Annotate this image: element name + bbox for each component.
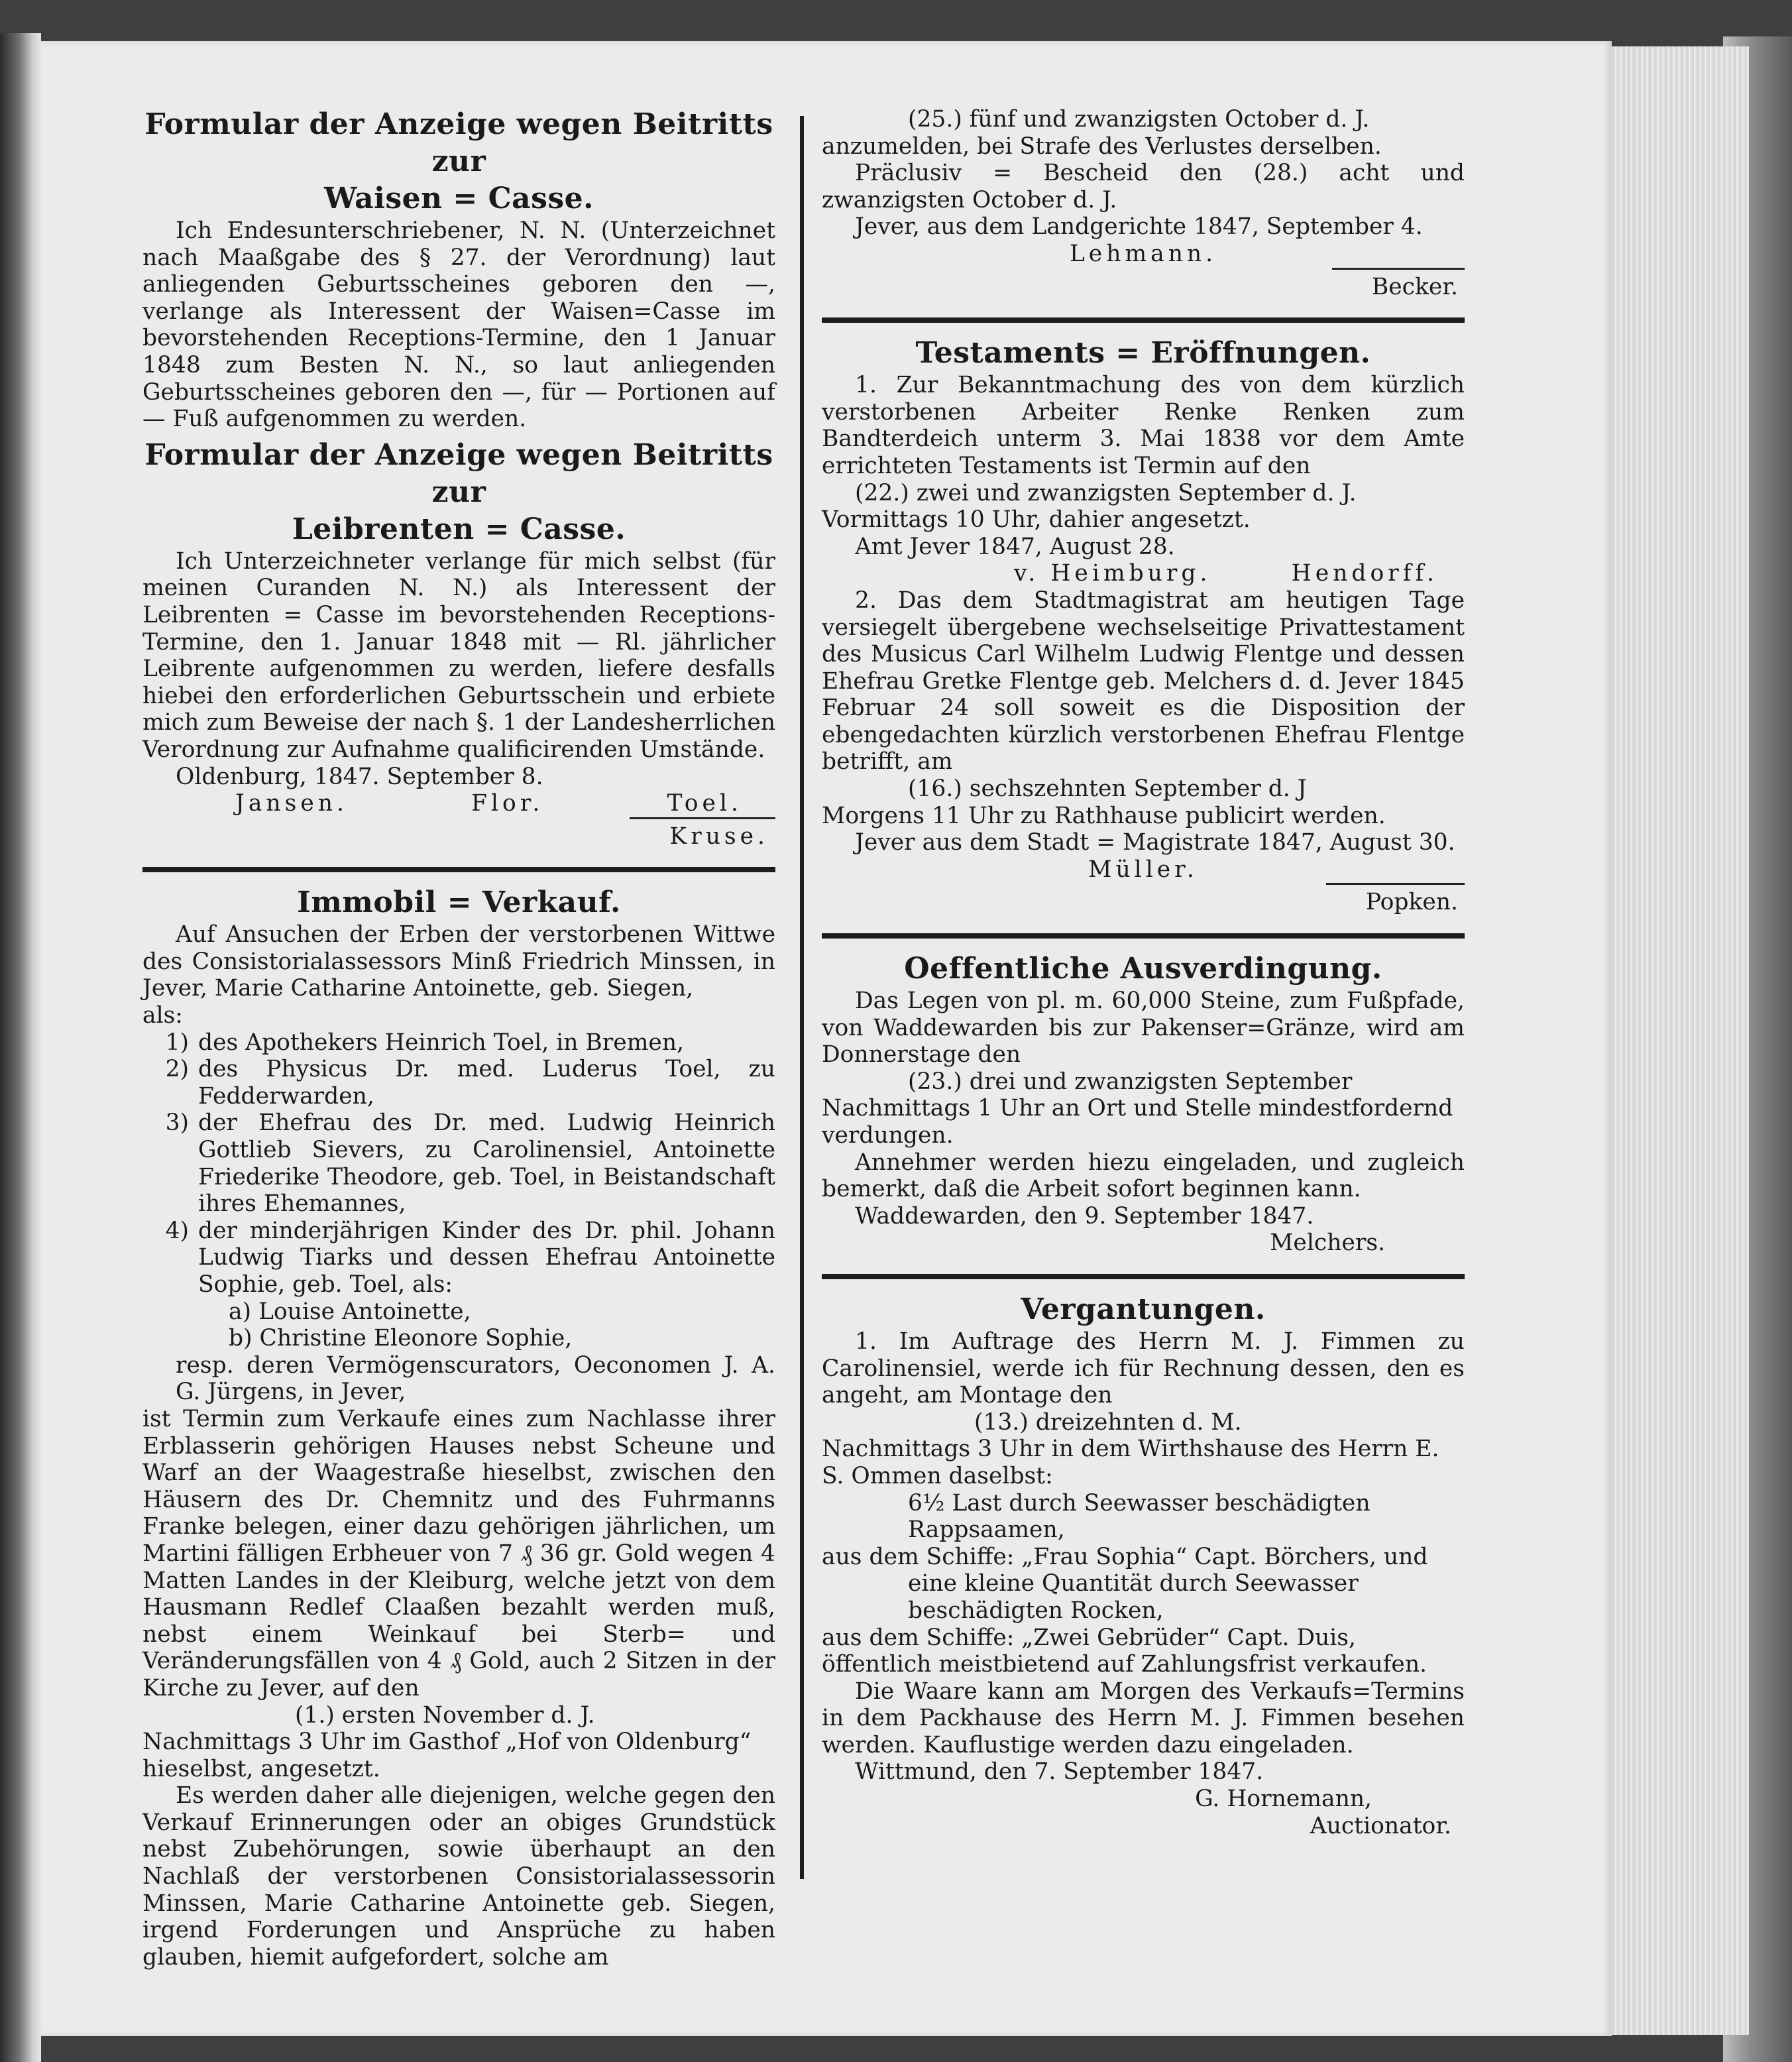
ship-2: aus dem Schiffe: „Zwei Gebrüder“ Capt. Duis, öffentlich meistbietend auf Zahlungsfrist verkaufen. bbox=[822, 1624, 1428, 1678]
signature-flor: Flor. bbox=[471, 790, 544, 817]
signature-toel: Toel. bbox=[667, 790, 742, 817]
section-divider bbox=[822, 1274, 1465, 1279]
signature-melchers: Melchers. bbox=[1270, 1230, 1385, 1257]
vergantung-place-date: Wittmund, den 7. September 1847. bbox=[855, 1758, 1264, 1786]
vergantung-text: 1. Im Auftrage des Herrn M. J. Fimmen zu Carolinensiel, werde ich für Rechnung dessen, den es angeht, am Montage den bbox=[822, 1328, 1465, 1409]
waisen-heading-2: Waisen = Casse. bbox=[324, 182, 594, 215]
section-divider bbox=[822, 933, 1465, 939]
signature-mueller: Müller. bbox=[1088, 856, 1198, 883]
child-louise: a) Louise Antoinette, bbox=[229, 1298, 471, 1325]
leibrenten-signatures bbox=[142, 790, 775, 817]
waisen-heading-1: Formular der Anzeige wegen Beitritts zur bbox=[144, 107, 773, 178]
immobil-body: ist Termin zum Verkaufe eines zum Nachlasse ihrer Erblasserin gehörigen Hauses nebst Scheune und Warf an der Waagestraße hieselbst, zwischen den Häusern des Dr. Chemnitz und des Fuhrmanns Franke belegen, einer dazu gehörigen jährlichen, um Martini fälligen Erbheuer von 7 ₰ 36 gr. Gold wegen 4 Matten Landes in der Kleiburg, welche jetzt von dem Hausmann Redlef Claaßen bezahlt werden muß, nebst einem Weinkauf bei Sterb= und Veränderungsfällen von 4 ₰ Gold, auch 2 Sitzen in der Kirche zu Jever, auf den bbox=[142, 1405, 775, 1701]
column-divider bbox=[800, 116, 804, 1879]
immobil-intro: Auf Ansuchen der Erben der verstorbenen Wittwe des Consistorialassessors Minß Friedrich Minssen, in Jever, Marie Catharine Antoinette, geb. Siegen, bbox=[142, 921, 775, 1002]
ausverdingung-time: Nachmittags 1 Uhr an Ort und Stelle mindestfordernd verdungen. bbox=[822, 1095, 1453, 1149]
testament-1-signatures bbox=[822, 560, 1465, 587]
testament-1-time: Vormittags 10 Uhr, dahier angesetzt. bbox=[822, 506, 1251, 534]
leibrenten-place-date: Oldenburg, 1847. September 8. bbox=[176, 763, 543, 790]
ausverdingung-place-date: Waddewarden, den 9. September 1847. bbox=[855, 1202, 1314, 1230]
testament-2-place: Jever aus dem Stadt = Magistrate 1847, August 30. bbox=[855, 829, 1455, 856]
signature-hendorff: Hendorff. bbox=[1291, 560, 1438, 587]
curator-line: resp. deren Vermögenscurators, Oeconomen J. A. G. Jürgens, in Jever, bbox=[176, 1351, 775, 1406]
testament-heading: Testaments = Eröffnungen. bbox=[915, 336, 1371, 371]
heir-list-item: 2) des Physicus Dr. med. Luderus Toel, zu Fedderwarden, bbox=[165, 1056, 775, 1110]
leibrenten-form-text: Ich Unterzeichneter verlange für mich selbst (für meinen Curanden N. N.) als Interessent der Leibrenten = Casse im bevorstehenden Receptions-Termine, den 1. Januar 1848 mit — Rl. jährlicher Leibrente aufgenommen zu werden, liefere desfalls hiebei den erforderlichen Geburtsschein und erbiete mich zum Beweise der nach §. 1 der Landesherrlichen Verordnung zur Aufnahme qualificirenden Umstände. bbox=[142, 547, 775, 763]
section-divider bbox=[822, 317, 1465, 323]
goods-item-2: eine kleine Quantität durch Seewasser beschädigten Rocken, bbox=[908, 1570, 1359, 1624]
vergantung-time: Nachmittags 3 Uhr in dem Wirthshause des Herrn E. S. Ommen daselbst: bbox=[822, 1436, 1439, 1489]
signature-kruse-block bbox=[142, 817, 775, 850]
book-spine bbox=[0, 33, 41, 2062]
signature-becker-block bbox=[822, 268, 1465, 301]
section-divider bbox=[142, 867, 775, 872]
signature-title-auctionator: Auctionator. bbox=[1310, 1812, 1451, 1839]
vergantung-date: (13.) dreizehnten d. M. bbox=[974, 1408, 1242, 1436]
ausverdingung-heading: Oeffentliche Ausverdingung. bbox=[904, 952, 1382, 986]
immobil-heading: Immobil = Verkauf. bbox=[297, 886, 621, 920]
signature-popken: Popken. bbox=[1326, 883, 1465, 916]
ausverdingung-invite: Annehmer werden hiezu eingeladen, und zugleich bemerkt, daß die Arbeit sofort beginnen kann. bbox=[822, 1149, 1465, 1203]
left-column bbox=[142, 106, 775, 1971]
signature-popken-block bbox=[822, 883, 1465, 916]
immobil-date: (1.) ersten November d. J. bbox=[295, 1701, 595, 1729]
testament-1-text: 1. Zur Bekanntmachung des von dem kürzlich verstorbenen Arbeiter Renke Renken zum Bandterdeich unterm 3. Mai 1838 vor dem Amte errichteten Testaments ist Termin auf den bbox=[822, 372, 1465, 479]
deadline-text: anzumelden, bei Strafe des Verlustes derselben. bbox=[822, 133, 1382, 160]
ausverdingung-text: Das Legen von pl. m. 60,000 Steine, zum Fußpfade, von Waddewarden bis zur Pakenser=Gränze, wird am Donnerstage den bbox=[822, 988, 1465, 1068]
signature-hornemann: G. Hornemann, bbox=[1195, 1786, 1372, 1813]
preclusion-text: Präclusiv = Bescheid den (28.) acht und zwanzigsten October d. J. bbox=[822, 160, 1465, 213]
page-stack-edges bbox=[1604, 46, 1749, 2035]
signature-jansen: Jansen. bbox=[235, 790, 348, 817]
immobil-closing: Es werden daher alle diejenigen, welche gegen den Verkauf Erinnerungen oder an obiges Grundstück nebst Zubehörungen, sowie überhaupt an den Nachlaß der verstorbenen Consistorialassessorin Minssen, Marie Catharine Antoinette geb. Siegen, irgend Forderungen und Ansprüche zu haben glauben, hiemit aufgefordert, solche am bbox=[142, 1782, 775, 1971]
testament-1-date: (22.) zwei und zwanzigsten September d. J. bbox=[855, 479, 1357, 506]
ausverdingung-date: (23.) drei und zwanzigsten September bbox=[908, 1068, 1353, 1095]
immobil-time: Nachmittags 3 Uhr im Gasthof „Hof von Oldenburg“ hieselbst, angesetzt. bbox=[142, 1729, 752, 1782]
leibrenten-heading-2: Leibrenten = Casse. bbox=[292, 512, 626, 546]
immobil-als: als: bbox=[142, 1002, 183, 1029]
vergantung-note: Die Waare kann am Morgen des Verkaufs=Termins in dem Packhause des Herrn M. J. Fimmen besehen werden. Kauflustige werden dazu eingeladen. bbox=[822, 1678, 1465, 1758]
signature-becker: Becker. bbox=[1332, 268, 1465, 301]
leibrenten-heading-1: Formular der Anzeige wegen Beitritts zur bbox=[144, 437, 773, 509]
heir-list-item: 4) der minderjährigen Kinder des Dr. phil. Johann Ludwig Tiarks und dessen Ehefrau Antoinette Sophie, geb. Toel, als: bbox=[165, 1217, 775, 1298]
testament-2-date: (16.) sechszehnten September d. J bbox=[908, 775, 1307, 803]
testament-2-text: 2. Das dem Stadtmagistrat am heutigen Tage versiegelt übergebene wechselseitige Privattestament des Musicus Carl Wilhelm Ludwig Flentge und dessen Ehefrau Gretke Flentge geb. Melchers d. d. Jever 1845 Februar 24 soll soweit es die Disposition der ebengedachten kürzlich verstorbenen Ehefrau Flentge betrifft, am bbox=[822, 587, 1465, 775]
court-place-date: Jever, aus dem Landgerichte 1847, September 4. bbox=[855, 213, 1423, 241]
ship-1: aus dem Schiffe: „Frau Sophia“ Capt. Börchers, und bbox=[822, 1543, 1428, 1570]
testament-2-time: Morgens 11 Uhr zu Rathhause publicirt werden. bbox=[822, 802, 1386, 829]
signature-kruse: Kruse. bbox=[630, 817, 775, 850]
signature-lehmann: Lehmann. bbox=[1069, 240, 1217, 267]
waisen-form-text: Ich Endesunterschriebener, N. N. (Unterzeichnet nach Maaßgabe des § 27. der Verordnung) laut anliegenden Geburtsscheines geboren den —, verlange als Interessent der Waisen=Casse im bevorstehenden Receptions-Termine, den 1 Januar 1848 zum Besten N. N., so laut anliegenden Geburtsscheines geboren den —, für — Portionen auf — Fuß aufgenommen zu werden. bbox=[142, 217, 775, 433]
signature-heimburg: v. Heimburg. bbox=[1014, 560, 1211, 587]
vergantung-heading: Vergantungen. bbox=[1021, 1292, 1266, 1326]
child-christine: b) Christine Eleonore Sophie, bbox=[229, 1325, 573, 1352]
testament-1-place: Amt Jever 1847, August 28. bbox=[855, 533, 1175, 560]
deadline-date: (25.) fünf und zwanzigsten October d. J. bbox=[908, 106, 1370, 133]
right-column bbox=[822, 106, 1465, 1839]
heir-list-item: 3) der Ehefrau des Dr. med. Ludwig Heinrich Gottlieb Sievers, zu Carolinensiel, Antoinette Friederike Theodore, geb. Toel, in Beistandschaft ihres Ehemannes, bbox=[165, 1110, 775, 1218]
heir-list-item: 1) des Apothekers Heinrich Toel, in Bremen, bbox=[165, 1029, 685, 1056]
goods-item-1: 6½ Last durch Seewasser beschädigten Rappsaamen, bbox=[908, 1489, 1371, 1544]
